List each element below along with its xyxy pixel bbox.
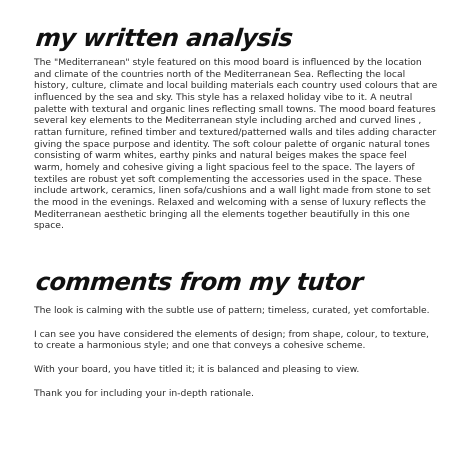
tutor-comment: Thank you for including your in-depth rationale.	[34, 387, 254, 399]
comments-heading: comments from my tutor	[34, 268, 365, 296]
analysis-heading: my written analysis	[34, 24, 295, 52]
tutor-comment: With your board, you have titled it; it is balanced and pleasing to view.	[34, 363, 360, 375]
tutor-comments	[34, 305, 438, 411]
analysis-paragraph: The "Mediterranean" style featured on this mood board is influenced by the location and climate of the countries north of the Mediterranean Sea. Reflecting the local history, culture, climate and local building materials each country used colours that are influenced by the sea and sky. This style has a relaxed holiday vibe to it. A neutral palette with textural and organic lines reflecting small towns. The mood board features several key elements to the Mediterranean style including arched and curved lines , rattan furniture, refined timber and textured/patterned walls and tiles adding character giving the space purpose and identity. The soft colour palette of organic natural tones consisting of warm whites, earthy pinks and natural beiges makes the space feel warm, homely and cohesive giving a light spacious feel to the space. The layers of textiles are robust yet soft complementing the accessories used in the space. These include artwork, ceramics, linen sofa/cushions and a wall light made from stone to set the mood in the evenings. Relaxed and welcoming with a sense of luxury reflects the Mediterranean aesthetic bringing all the elements together beautifully in this one space.	[34, 57, 438, 232]
tutor-comment: The look is calming with the subtle use of pattern; timeless, curated, yet comfortable.	[34, 305, 430, 316]
tutor-comment: I can see you have considered the elements of design; from shape, colour, to texture, to create a harmonious style; and one that conveys a cohesive scheme.	[34, 328, 429, 352]
